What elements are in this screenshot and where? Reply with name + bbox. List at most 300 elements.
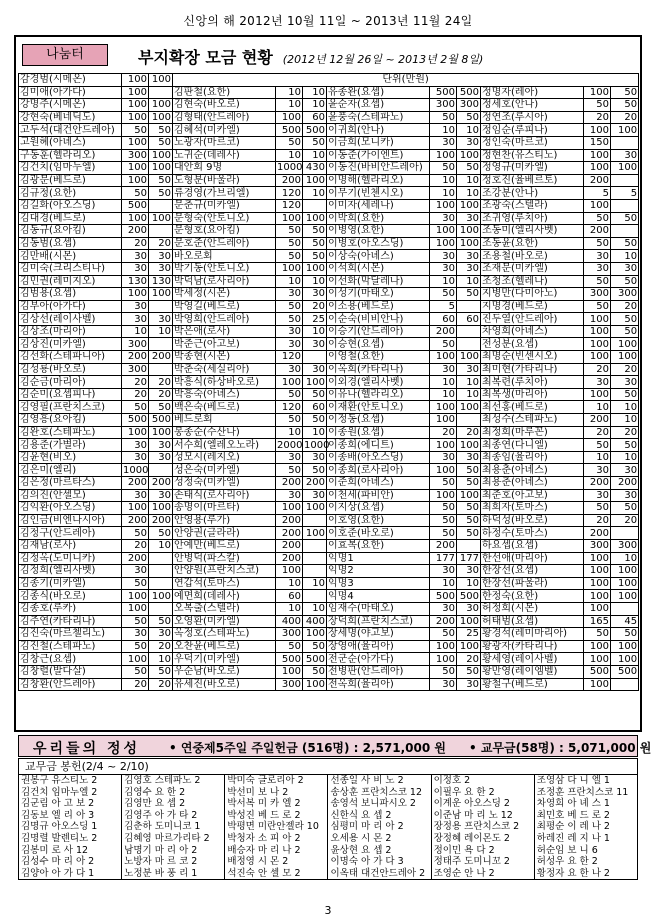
offering-entry: 장정혜 레이몬도 2 (433, 832, 510, 844)
donor-name: 김광문(베드로) (19, 174, 122, 187)
offering-entry: 김명규 아오스딩 1 (21, 821, 98, 833)
donor-pledge: 50 (584, 502, 611, 515)
offering-entry: 김영만 요 셉 2 (124, 798, 186, 810)
table-row (19, 313, 639, 326)
donor-pledge: 100 (122, 602, 149, 615)
donor-pledge: 20 (584, 363, 611, 376)
donor-name: 박준근(아고보) (173, 338, 276, 351)
donor-pledge: 50 (122, 401, 149, 414)
donor-paid (149, 225, 173, 238)
donor-pledge: 200 (584, 174, 611, 187)
header-line: 신앙의 해 2012년 10월 11일 ~ 2013년 11월 24일 (183, 14, 473, 28)
donor-name: 강현숙(베네딕도) (19, 111, 122, 124)
donor-pledge: 100 (584, 552, 611, 565)
donor-name: 유종완(요셉) (327, 86, 430, 99)
offering-entry: 김동보 엘 리 아 3 (21, 809, 95, 821)
donor-pledge: 100 (122, 162, 149, 175)
donor-pledge: 5 (430, 300, 457, 313)
donor-pledge: 100 (584, 388, 611, 401)
donor-name: 손태식(로사리아) (173, 489, 276, 502)
donor-pledge: 100 (122, 136, 149, 149)
donor-paid (149, 363, 173, 376)
donor-name: 바오로회 (173, 250, 276, 263)
donor-table (18, 73, 639, 691)
table-row (19, 653, 639, 666)
donor-pledge: 30 (276, 288, 303, 301)
table-row (19, 136, 639, 149)
table-row (19, 439, 639, 452)
donor-pledge: 50 (276, 414, 303, 427)
donor-name: 조용철(바오로) (481, 250, 584, 263)
donor-name: 한정숙(요한) (481, 590, 584, 603)
donor-paid (611, 225, 639, 238)
offering-entry: 조영순 안 나 2 (433, 867, 495, 879)
donor-paid: 50 (611, 325, 639, 338)
donor-pledge: 100 (276, 376, 303, 389)
offering-entry: 조정훈 프란치스코 11 (536, 786, 629, 798)
donor-paid: 200 (303, 477, 327, 490)
donor-name: 이재환(안토니오) (327, 401, 430, 414)
donor-pledge: 100 (430, 439, 457, 452)
offering-entry: 박선미 보 나 2 (227, 786, 289, 798)
donor-name: 전옥희(율리아) (327, 678, 430, 691)
donor-name: 황경석(레미마리아) (481, 628, 584, 641)
donor-pledge: 50 (276, 237, 303, 250)
donor-paid: 10 (149, 539, 173, 552)
donor-pledge: 100 (584, 351, 611, 364)
donor-name: 김인금(비엔나시아) (19, 514, 122, 527)
donor-pledge: 500 (122, 199, 149, 212)
donor-name: 박흥식(하상바오로) (173, 376, 276, 389)
donor-pledge: 60 (430, 313, 457, 326)
donor-pledge: 300 (122, 338, 149, 351)
donor-pledge: 100 (276, 502, 303, 515)
table-row (19, 363, 639, 376)
offering-entry: 김양아 아 가 다 1 (21, 867, 95, 879)
donor-paid: 20 (149, 376, 173, 389)
donor-name: 백은숙(베드로) (173, 401, 276, 414)
donor-paid: 177 (457, 552, 481, 565)
donor-name: 김범용(요셉) (19, 288, 122, 301)
donor-name: 이준희(아녜스) (327, 477, 430, 490)
donor-pledge: 30 (276, 451, 303, 464)
donor-paid: 100 (303, 502, 327, 515)
donor-pledge: 100 (122, 212, 149, 225)
donor-paid: 300 (457, 99, 481, 112)
offering-column (122, 775, 225, 880)
donor-paid: 100 (303, 376, 327, 389)
donor-paid (457, 300, 481, 313)
donor-name: 이소용(베드로) (327, 300, 430, 313)
donor-name: 이상숙(아녜스) (327, 250, 430, 263)
donor-name: 김용준(가별라) (19, 439, 122, 452)
donor-paid: 50 (457, 502, 481, 515)
donor-name: 안양권(글라라) (173, 527, 276, 540)
donor-pledge: 200 (122, 552, 149, 565)
donor-paid: 50 (457, 162, 481, 175)
offering-grid (18, 774, 638, 880)
offering-entry: 최평순 이 레 나 2 (536, 821, 610, 833)
table-row (19, 615, 639, 628)
table-row (19, 288, 639, 301)
donor-name: 이영철(요한) (327, 351, 430, 364)
donor-name: 이석희(시몬) (327, 262, 430, 275)
offering-entry: 허성우 요 한 2 (536, 856, 598, 868)
donor-name: 김길화(아오스딩) (19, 199, 122, 212)
donor-paid: 200 (149, 514, 173, 527)
donor-name: 한장선(파울라) (481, 577, 584, 590)
donor-name: 이금희(모니카) (327, 136, 430, 149)
donor-paid: 10 (457, 124, 481, 137)
donor-paid: 10 (457, 275, 481, 288)
donor-pledge: 50 (584, 99, 611, 112)
table-row (19, 426, 639, 439)
donor-name: 김종식(바오로) (19, 590, 122, 603)
donor-pledge: 50 (430, 338, 457, 351)
table-row (19, 464, 639, 477)
donor-paid: 50 (303, 388, 327, 401)
donor-name: 이유나(헬라리오) (327, 388, 430, 401)
donor-paid: 30 (457, 212, 481, 225)
offering-entry: 하레진 레 지 나 1 (536, 832, 610, 844)
donor-name: 박흥숙(아녜스) (173, 388, 276, 401)
donor-paid: 10 (149, 653, 173, 666)
donor-name: 김건치(임마누엘) (19, 162, 122, 175)
donor-name: 김영흥(요아킴) (19, 414, 122, 427)
donor-pledge: 100 (430, 149, 457, 162)
donor-paid: 10 (303, 426, 327, 439)
offering-entry: 이계운 아오스딩 2 (433, 798, 510, 810)
donor-name: 김정옥(도미니카) (19, 552, 122, 565)
table-row (19, 678, 639, 691)
donor-pledge: 30 (122, 565, 149, 578)
donor-pledge: 500 (584, 665, 611, 678)
donor-name: 익명1 (327, 552, 430, 565)
table-row (19, 565, 639, 578)
donor-paid: 50 (303, 640, 327, 653)
donor-paid (303, 552, 327, 565)
table-row (19, 250, 639, 263)
donor-name: 김의진(안셀모) (19, 489, 122, 502)
donor-name: 김성룡(바오로) (19, 363, 122, 376)
donor-pledge: 100 (430, 225, 457, 238)
donor-name: 정현찬(유스티노) (481, 149, 584, 162)
offering-entry: 노정분 바 풍 리 1 (124, 867, 198, 879)
donor-name: 이성기(마태오) (327, 288, 430, 301)
donor-paid: 100 (149, 502, 173, 515)
donor-pledge: 50 (430, 111, 457, 124)
donor-name: 이병호(아오스딩) (327, 237, 430, 250)
donor-pledge: 50 (276, 136, 303, 149)
donor-paid: 20 (149, 237, 173, 250)
donor-name: 하덕성(바오로) (481, 514, 584, 527)
donor-paid (303, 539, 327, 552)
donor-paid: 30 (611, 464, 639, 477)
donor-name: 최복련(루치아) (481, 376, 584, 389)
donor-name: 윤풍숙(스테파노) (327, 111, 430, 124)
donor-name: 윤순자(요셉) (327, 99, 430, 112)
donor-name: 김영필(프란치스코) (19, 401, 122, 414)
donor-pledge: 200 (584, 225, 611, 238)
donor-pledge: 50 (276, 464, 303, 477)
donor-pledge: 50 (276, 313, 303, 326)
donor-paid (149, 86, 173, 99)
table-row (19, 590, 639, 603)
donor-name: 안병덕(파스칼) (173, 552, 276, 565)
donor-paid: 50 (611, 439, 639, 452)
donor-name: 최용춘(아녜스) (481, 477, 584, 490)
donor-name: 이천세(파비안) (327, 489, 430, 502)
donor-paid: 30 (457, 565, 481, 578)
donor-pledge: 50 (584, 300, 611, 313)
donor-pledge: 50 (584, 237, 611, 250)
donor-pledge: 100 (122, 288, 149, 301)
table-row (19, 86, 639, 99)
donor-name: 김규정(요한) (19, 187, 122, 200)
donor-pledge: 200 (276, 539, 303, 552)
table-row (19, 552, 639, 565)
offering-entry: 허순임 보 니 6 (536, 844, 598, 856)
donor-paid: 100 (611, 653, 639, 666)
donor-paid: 10 (611, 414, 639, 427)
donor-paid: 30 (457, 678, 481, 691)
donor-paid: 130 (149, 275, 173, 288)
donor-name: 이승현(요셉) (327, 338, 430, 351)
donor-paid: 100 (457, 401, 481, 414)
donor-pledge: 200 (584, 414, 611, 427)
donor-name: 이효복(요한) (327, 539, 430, 552)
donor-paid: 50 (303, 136, 327, 149)
donor-pledge: 30 (584, 489, 611, 502)
donor-pledge: 50 (122, 187, 149, 200)
donor-paid: 20 (303, 300, 327, 313)
donor-paid: 300 (611, 539, 639, 552)
donor-pledge: 30 (430, 451, 457, 464)
donor-name: 김종기(미카엘) (19, 577, 122, 590)
donor-paid: 100 (303, 212, 327, 225)
page-number: 3 (324, 904, 332, 917)
donor-name: 안예만(베드로) (173, 539, 276, 552)
offering-entry: 김춘하 도미니코 1 (124, 821, 201, 833)
donor-paid: 100 (149, 212, 173, 225)
donor-pledge: 300 (122, 149, 149, 162)
donor-paid: 50 (149, 615, 173, 628)
donor-name: 김정희(엘리사벳) (19, 565, 122, 578)
donor-paid (457, 414, 481, 427)
donor-name: 김혜석(미카엘) (173, 124, 276, 137)
donor-paid (611, 678, 639, 691)
donor-pledge: 30 (122, 313, 149, 326)
donor-paid: 100 (303, 174, 327, 187)
donor-name: 최미현(가타리나) (481, 363, 584, 376)
donor-pledge: 10 (430, 187, 457, 200)
donor-name: 문호준(안드레아) (173, 237, 276, 250)
donor-pledge: 200 (122, 514, 149, 527)
donor-name: 이호준(바오로) (327, 527, 430, 540)
donor-pledge: 1000 (123, 464, 149, 476)
page-title (138, 45, 483, 68)
donor-name: 정세호(안나) (481, 99, 584, 112)
donor-name: 김상진(미카엘) (19, 338, 122, 351)
donor-paid: 100 (457, 439, 481, 452)
donor-pledge: 50 (122, 577, 149, 590)
donor-name: 김민권(레미지오) (19, 275, 122, 288)
donor-paid: 500 (457, 86, 481, 99)
donor-name: 최준호(아고보) (481, 489, 584, 502)
donor-paid: 500 (303, 653, 327, 666)
donor-pledge: 30 (122, 250, 149, 263)
donor-name: 이종원(요셉) (327, 426, 430, 439)
donor-paid: 50 (611, 86, 639, 99)
donor-name: 황광자(카타리나) (481, 640, 584, 653)
donor-pledge: 10 (430, 577, 457, 590)
donor-pledge: 50 (122, 640, 149, 653)
donor-pledge: 30 (276, 325, 303, 338)
table-row (19, 489, 639, 502)
donor-paid: 50 (457, 514, 481, 527)
donor-paid: 30 (149, 489, 173, 502)
donor-name: 이명해(헬라리오) (327, 174, 430, 187)
donor-name: 오복출(스텔라) (173, 602, 276, 615)
donor-name: 한장선(요셉) (481, 565, 584, 578)
donor-pledge: 200 (276, 174, 303, 187)
offering-entry: 박서복 미 카 엘 2 (227, 798, 301, 810)
donor-pledge: 30 (122, 628, 149, 641)
donor-pledge: 10 (584, 401, 611, 414)
donor-paid: 20 (611, 363, 639, 376)
donor-paid (303, 565, 327, 578)
donor-pledge: 10 (584, 451, 611, 464)
donor-name: 최희자(토마스) (481, 502, 584, 515)
donor-name: 김창렬(발다살) (19, 665, 122, 678)
donor-paid: 50 (457, 665, 481, 678)
donor-paid: 30 (457, 451, 481, 464)
donor-paid: 30 (149, 628, 173, 641)
table-row (19, 628, 639, 641)
donor-name: 최종임(율리아) (481, 451, 584, 464)
donor-pledge: 300 (276, 678, 303, 691)
donor-pledge: 50 (276, 640, 303, 653)
donor-paid: 30 (457, 136, 481, 149)
donation-header (18, 40, 638, 72)
table-row (19, 388, 639, 401)
table-row (19, 539, 639, 552)
donor-paid (457, 539, 481, 552)
donor-pledge: 100 (584, 678, 611, 691)
donor-pledge: 100 (122, 174, 149, 187)
donor-paid: 100 (611, 577, 639, 590)
donor-name: 최성수(스테파노) (481, 414, 584, 427)
donor-name: 김만배(시몬) (19, 250, 122, 263)
donor-pledge: 50 (276, 388, 303, 401)
donor-pledge: 100 (276, 212, 303, 225)
offering-entry: 김명렬 발렌티노 2 (21, 832, 98, 844)
offering-entry: 송상훈 프란치스코 12 (330, 786, 423, 798)
table-row (19, 477, 639, 490)
donor-pledge: 30 (584, 376, 611, 389)
donor-name: 송명이(마르타) (173, 502, 276, 515)
donor-pledge: 30 (584, 262, 611, 275)
donor-pledge: 200 (122, 351, 149, 364)
donor-name: 고원혜(아녜스) (19, 136, 122, 149)
donor-name: 이호영(요한) (327, 514, 430, 527)
donor-name: 장영애(율리아) (327, 640, 430, 653)
offering-entry: 이명숙 아 가 다 3 (330, 856, 404, 868)
donor-pledge: 10 (430, 275, 457, 288)
donor-paid: 10 (457, 174, 481, 187)
donor-paid: 100 (611, 124, 639, 137)
offering-entry: 권봉구 유스티노 2 (21, 775, 98, 786)
donor-paid: 10 (457, 187, 481, 200)
donor-name: 성은숙(미카엘) (173, 464, 276, 477)
table-row (19, 502, 639, 515)
donor-pledge: 100 (122, 111, 149, 124)
donor-name: 이승기(안드레아) (327, 325, 430, 338)
donor-paid: 30 (457, 602, 481, 615)
donor-name: 최용춘(아녜스) (481, 464, 584, 477)
donor-pledge: 2000 (277, 439, 303, 451)
donor-pledge: 10 (430, 376, 457, 389)
donor-pledge: 100 (430, 199, 457, 212)
donor-paid: 100 (149, 99, 173, 112)
donor-paid (149, 464, 173, 477)
donor-name: 익명3 (327, 577, 430, 590)
donor-pledge: 20 (122, 539, 149, 552)
donor-name: 성정숙(미카엘) (173, 477, 276, 490)
table-row (19, 225, 639, 238)
donor-pledge: 300 (584, 539, 611, 552)
donor-paid: 10 (303, 325, 327, 338)
table-row (19, 376, 639, 389)
donor-pledge: 50 (122, 665, 149, 678)
offering-column (328, 775, 431, 880)
table-row (19, 351, 639, 364)
donor-pledge: 10 (276, 99, 303, 112)
donor-paid: 45 (611, 615, 639, 628)
donor-pledge: 177 (430, 552, 457, 565)
table-row (19, 401, 639, 414)
offering-entry: 배승자 마 리 나 2 (227, 844, 301, 856)
donor-paid (611, 199, 639, 212)
donor-pledge: 30 (430, 250, 457, 263)
donor-pledge: 50 (430, 514, 457, 527)
donor-pledge: 100 (430, 653, 457, 666)
donor-pledge: 60 (276, 590, 303, 603)
donor-paid: 50 (303, 225, 327, 238)
donor-paid: 10 (611, 552, 639, 565)
donor-paid: 50 (303, 237, 327, 250)
donor-name: 허태범(요셉) (481, 615, 584, 628)
donor-pledge: 300 (276, 628, 303, 641)
donor-pledge: 50 (430, 665, 457, 678)
donor-paid: 50 (457, 111, 481, 124)
donor-name: 이지상(요셉) (327, 502, 430, 515)
donor-pledge: 30 (122, 262, 149, 275)
donor-pledge: 50 (430, 288, 457, 301)
donor-paid (149, 602, 173, 615)
donor-name: 예면희(데레사) (173, 590, 276, 603)
donor-paid: 100 (149, 590, 173, 603)
donor-paid: 100 (149, 162, 173, 175)
summary-label: 우리들의 정성 (33, 741, 141, 757)
donor-paid: 30 (149, 250, 173, 263)
table-row (19, 187, 639, 200)
donor-pledge: 100 (430, 401, 457, 414)
donor-name: 강명주(시메온) (19, 99, 122, 112)
donor-name: 임재수(마태오) (327, 602, 430, 615)
donor-paid: 50 (611, 99, 639, 112)
donor-paid: 50 (611, 388, 639, 401)
